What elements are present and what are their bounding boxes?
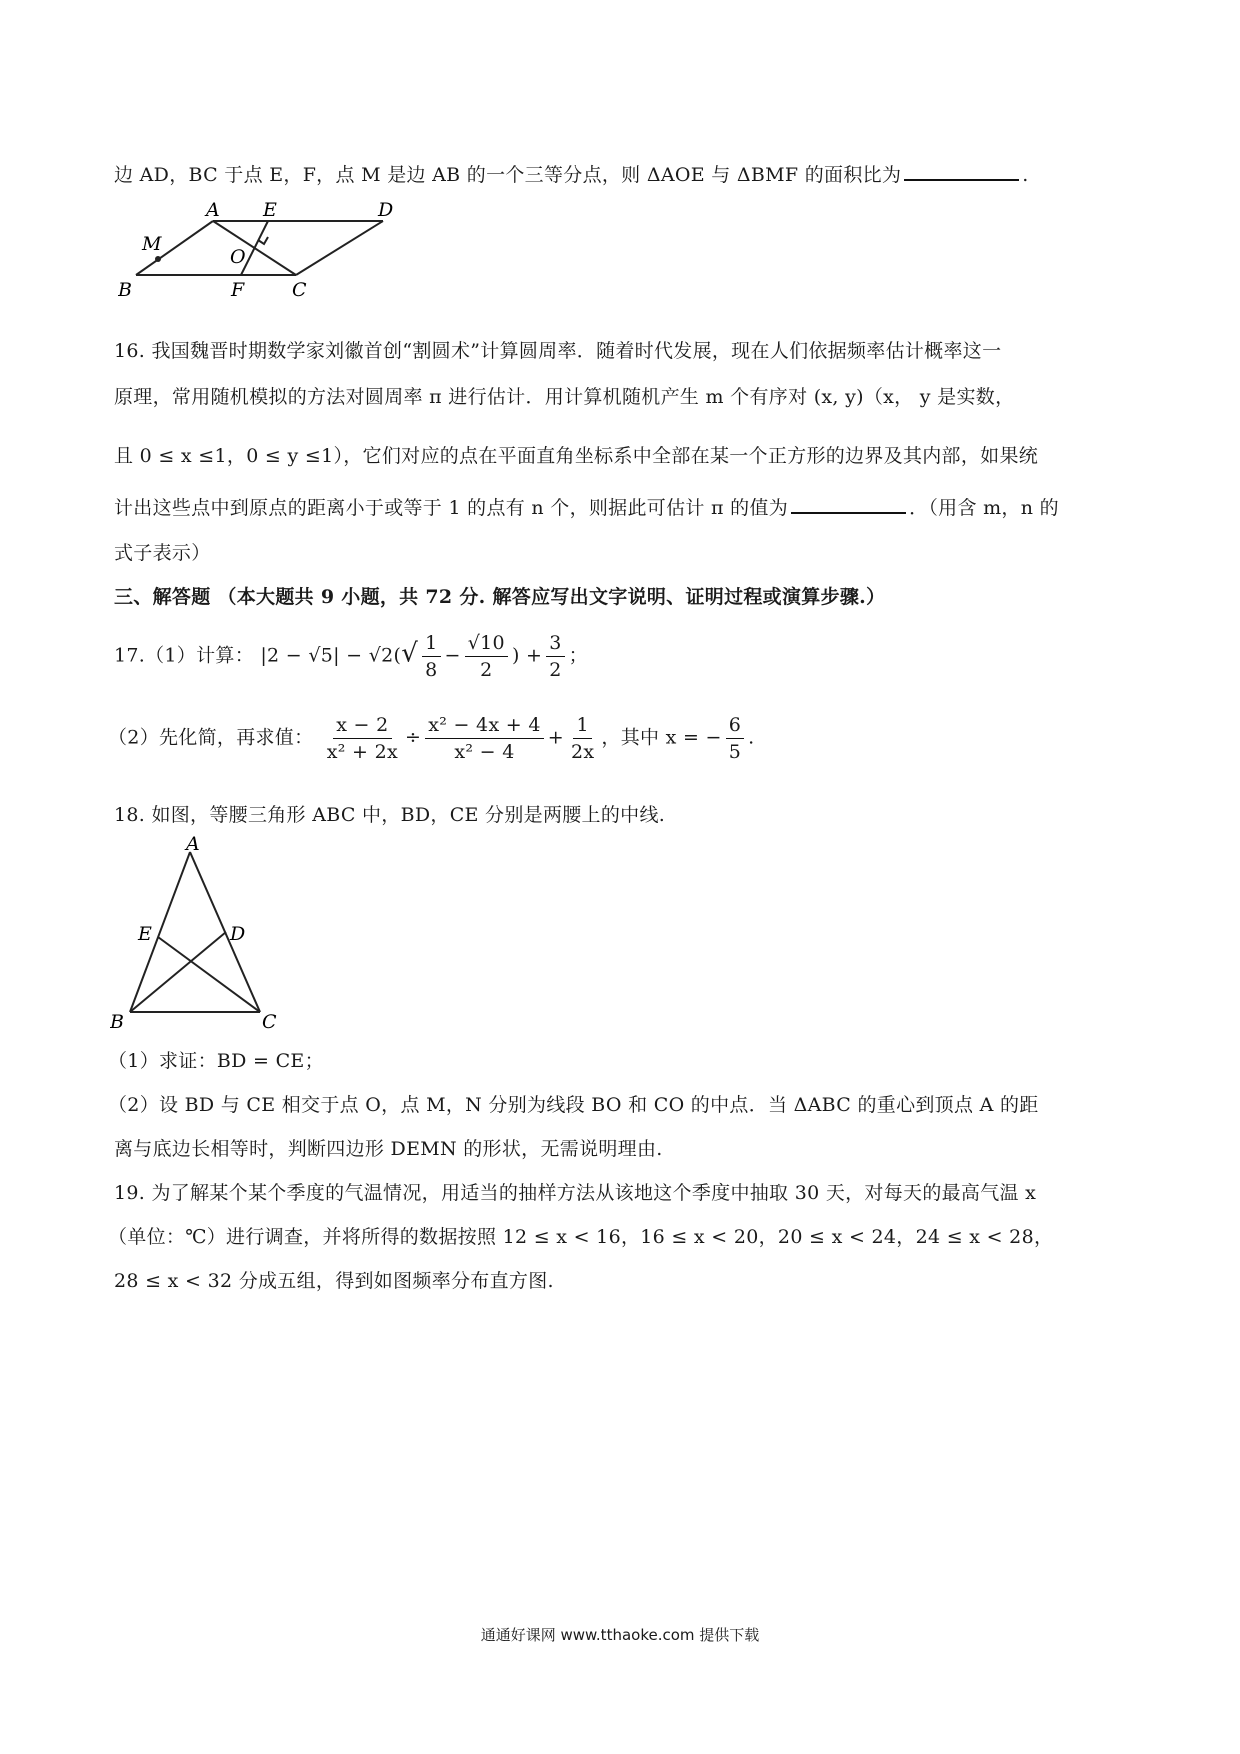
- denominator: x² + 2x: [326, 741, 398, 763]
- fraction: [568, 712, 597, 765]
- label-a: A: [186, 833, 200, 855]
- label-f: F: [231, 279, 245, 301]
- q15-text: [114, 160, 1029, 187]
- label-b: B: [110, 1011, 124, 1032]
- sqrt-sign: √: [401, 638, 419, 669]
- label-b: B: [118, 279, 132, 301]
- numerator: 1: [422, 630, 440, 657]
- q17-expr-a: |2 − √5| − √2(: [260, 644, 402, 667]
- label-o: O: [230, 246, 246, 268]
- q16-line-2: 原理，常用随机模拟的方法对圆周率 π 进行估计．用计算机随机产生 m 个有序对 (x, y)（x， y 是实数，: [114, 386, 1015, 408]
- q17-part-2: [108, 712, 755, 765]
- q16-line-4-a: 计出这些点中到原点的距离小于或等于 1 的点有 n 个，则据此可估计 π 的值为: [114, 497, 789, 519]
- numerator: 1: [573, 712, 591, 739]
- denominator: 8: [425, 659, 438, 681]
- page-footer: 通通好课网 www.tthaoke.com 提供下载: [480, 1626, 760, 1644]
- q17-part-2-label: （2）先化简，再求值：: [108, 726, 314, 749]
- label-a: A: [206, 199, 220, 221]
- fraction: [425, 712, 544, 765]
- q17-part-1-label: 17.（1）计算：: [114, 644, 255, 667]
- operator: +: [547, 726, 564, 749]
- q15-statement: 边 AD，BC 于点 E，F，点 M 是边 AB 的一个三等分点，则 ΔAOE 与 ΔBMF 的面积比为: [114, 164, 902, 186]
- q18-part-2-line-2: 离与底边长相等时，判断四边形 DEMN 的形状，无需说明理由.: [114, 1138, 663, 1160]
- punctuation: ；: [568, 644, 588, 667]
- label-d: D: [230, 923, 246, 945]
- q16-line-3: 且 0 ≤ x ≤1，0 ≤ y ≤1），它们对应的点在平面直角坐标系中全部在某一个正方形的边界及其内部，如果统: [114, 445, 1039, 467]
- q19-line-3: 28 ≤ x < 32 分成五组，得到如图频率分布直方图.: [114, 1270, 554, 1292]
- q16-line-4-b: ．（用含 m，n 的: [909, 497, 1059, 519]
- q16-line-5: 式子表示）: [114, 542, 211, 564]
- punctuation: .: [748, 726, 755, 749]
- label-e: E: [138, 923, 152, 945]
- q19-line-1: 19. 为了解某个某个季度的气温情况，用适当的抽样方法从该地这个季度中抽取 30 天，对每天的最高气温 x: [114, 1182, 1037, 1204]
- figure-isosceles-triangle: [110, 832, 310, 1032]
- label-c: C: [292, 279, 307, 301]
- q18-part-2-line-1: （2）设 BD 与 CE 相交于点 O，点 M，N 分别为线段 BO 和 CO 的中点．当 ΔABC 的重心到顶点 A 的距: [108, 1094, 1039, 1116]
- fraction: [324, 712, 401, 765]
- label-d: D: [378, 199, 394, 221]
- q17-part-1: [114, 630, 588, 683]
- section-heading: 三、解答题 （本大题共 9 小题，共 72 分. 解答应写出文字说明、证明过程或演算步骤.）: [114, 586, 886, 608]
- answer-blank: [791, 511, 906, 514]
- fraction: [422, 630, 440, 683]
- operator: ) +: [511, 644, 543, 667]
- denominator: x² − 4: [454, 741, 515, 763]
- fraction: [726, 712, 744, 765]
- fraction: [465, 630, 508, 683]
- denominator: 2x: [570, 741, 595, 763]
- q19-line-2: （单位：℃）进行调查，并将所得的数据按照 12 ≤ x < 16，16 ≤ x < 20，20 ≤ x < 24，24 ≤ x < 28，: [108, 1226, 1054, 1248]
- condition-text: ，其中 x = −: [601, 726, 722, 749]
- q18-part-1: （1）求证：BD = CE；: [108, 1050, 324, 1072]
- answer-blank: [904, 178, 1019, 181]
- label-c: C: [262, 1011, 277, 1032]
- q16-line-1: 16. 我国魏晋时期数学家刘徽首创“割圆术”计算圆周率．随着时代发展，现在人们依据频率估计概率这一: [114, 340, 1002, 362]
- operator: ÷: [404, 726, 422, 749]
- q18-stem: 18. 如图，等腰三角形 ABC 中，BD，CE 分别是两腰上的中线.: [114, 804, 666, 826]
- operator: −: [444, 644, 461, 667]
- numerator: x − 2: [333, 712, 391, 739]
- figure-parallelogram: [118, 198, 438, 308]
- denominator: 5: [728, 741, 742, 763]
- denominator: 2: [480, 659, 493, 681]
- denominator: 2: [549, 659, 562, 681]
- label-m: M: [142, 233, 162, 255]
- q16-line-4: [114, 493, 1059, 520]
- numerator: 3: [546, 630, 564, 657]
- q15-period: .: [1022, 164, 1029, 186]
- numerator: 6: [726, 712, 744, 739]
- fraction: [546, 630, 564, 683]
- numerator: x² − 4x + 4: [425, 712, 544, 739]
- label-e: E: [263, 199, 277, 221]
- numerator: √10: [465, 630, 508, 657]
- point-m-dot: [155, 256, 161, 262]
